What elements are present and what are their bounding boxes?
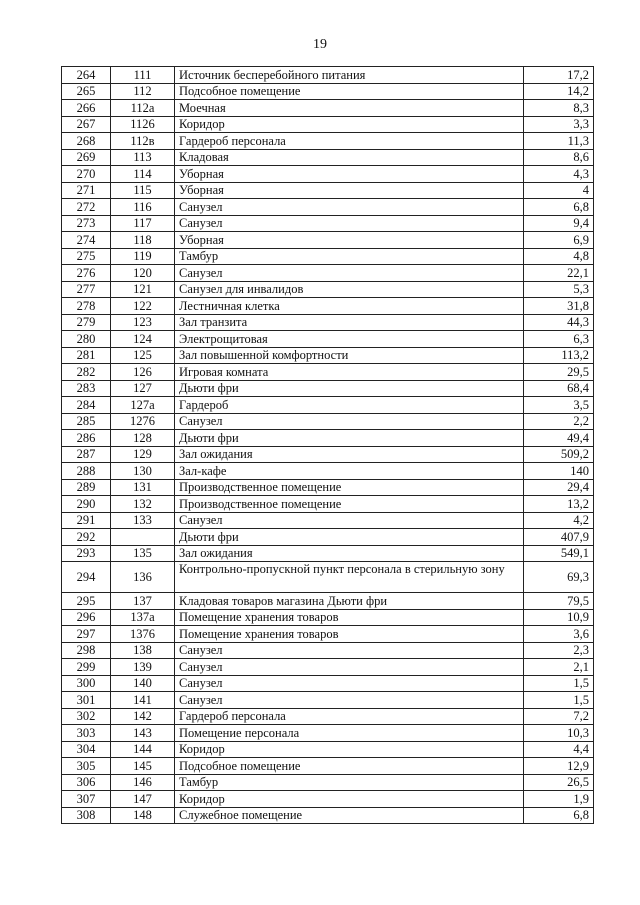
- room-name-cell: Гардероб персонала: [175, 133, 524, 150]
- table-row: [62, 562, 594, 593]
- table-row: [62, 182, 594, 199]
- room-number-cell: 137а: [111, 609, 175, 626]
- room-name-cell: Уборная: [175, 166, 524, 183]
- room-name-cell: Подсобное помещение: [175, 83, 524, 100]
- room-name-cell: Уборная: [175, 182, 524, 199]
- room-name-cell: Коридор: [175, 791, 524, 808]
- area-cell: 5,3: [524, 281, 594, 298]
- row-number-cell: 285: [62, 413, 111, 430]
- area-cell: 10,9: [524, 609, 594, 626]
- table-row: [62, 364, 594, 381]
- room-number-cell: 124: [111, 331, 175, 348]
- row-number-cell: 265: [62, 83, 111, 100]
- area-cell: 509,2: [524, 446, 594, 463]
- table-row: [62, 446, 594, 463]
- area-cell: 17,2: [524, 67, 594, 84]
- table-row: [62, 659, 594, 676]
- room-name-cell: Коридор: [175, 116, 524, 133]
- room-number-cell: 135: [111, 545, 175, 562]
- room-name-cell: Гардероб персонала: [175, 708, 524, 725]
- area-cell: 14,2: [524, 83, 594, 100]
- row-number-cell: 307: [62, 791, 111, 808]
- area-cell: 2,2: [524, 413, 594, 430]
- room-name-cell: Зал-кафе: [175, 463, 524, 480]
- room-number-cell: 138: [111, 642, 175, 659]
- room-number-cell: 111: [111, 67, 175, 84]
- area-cell: 7,2: [524, 708, 594, 725]
- row-number-cell: 290: [62, 496, 111, 513]
- room-number-cell: 114: [111, 166, 175, 183]
- table-row: [62, 642, 594, 659]
- table-row: [62, 741, 594, 758]
- table-row: [62, 609, 594, 626]
- row-number-cell: 304: [62, 741, 111, 758]
- row-number-cell: 278: [62, 298, 111, 315]
- table-row: [62, 281, 594, 298]
- table-row: [62, 397, 594, 414]
- area-cell: 6,8: [524, 199, 594, 216]
- room-name-cell: Контрольно-пропускной пункт персонала в стерильную зону: [175, 562, 524, 593]
- room-name-cell: Источник бесперебойного питания: [175, 67, 524, 84]
- area-cell: 140: [524, 463, 594, 480]
- room-name-cell: Кладовая товаров магазина Дьюти фри: [175, 593, 524, 610]
- room-number-cell: 128: [111, 430, 175, 447]
- room-number-cell: 113: [111, 149, 175, 166]
- row-number-cell: 286: [62, 430, 111, 447]
- room-number-cell: 120: [111, 265, 175, 282]
- room-name-cell: Коридор: [175, 741, 524, 758]
- room-number-cell: 148: [111, 807, 175, 824]
- room-number-cell: 112в: [111, 133, 175, 150]
- table-row: [62, 116, 594, 133]
- area-cell: 3,6: [524, 626, 594, 643]
- area-cell: 8,3: [524, 100, 594, 117]
- table-row: [62, 83, 594, 100]
- area-cell: 26,5: [524, 774, 594, 791]
- room-name-cell: Помещение персонала: [175, 725, 524, 742]
- row-number-cell: 293: [62, 545, 111, 562]
- area-cell: 79,5: [524, 593, 594, 610]
- row-number-cell: 287: [62, 446, 111, 463]
- room-name-cell: Лестничная клетка: [175, 298, 524, 315]
- table-row: [62, 248, 594, 265]
- row-number-cell: 305: [62, 758, 111, 775]
- room-name-cell: Подсобное помещение: [175, 758, 524, 775]
- room-name-cell: Тамбур: [175, 774, 524, 791]
- area-cell: 22,1: [524, 265, 594, 282]
- room-number-cell: 127а: [111, 397, 175, 414]
- table-row: [62, 708, 594, 725]
- room-number-cell: 115: [111, 182, 175, 199]
- room-name-cell: Санузел: [175, 265, 524, 282]
- table-row: [62, 626, 594, 643]
- table-row: [62, 413, 594, 430]
- room-name-cell: Санузел: [175, 413, 524, 430]
- table-row: [62, 67, 594, 84]
- rooms-table-body: [62, 67, 594, 824]
- table-row: [62, 380, 594, 397]
- room-number-cell: 147: [111, 791, 175, 808]
- area-cell: 6,8: [524, 807, 594, 824]
- room-number-cell: 125: [111, 347, 175, 364]
- room-number-cell: 126: [111, 364, 175, 381]
- area-cell: 68,4: [524, 380, 594, 397]
- table-row: [62, 149, 594, 166]
- row-number-cell: 289: [62, 479, 111, 496]
- row-number-cell: 284: [62, 397, 111, 414]
- area-cell: 10,3: [524, 725, 594, 742]
- room-number-cell: 129: [111, 446, 175, 463]
- row-number-cell: 273: [62, 215, 111, 232]
- area-cell: 549,1: [524, 545, 594, 562]
- room-name-cell: Дьюти фри: [175, 380, 524, 397]
- room-number-cell: 142: [111, 708, 175, 725]
- room-number-cell: 131: [111, 479, 175, 496]
- row-number-cell: 308: [62, 807, 111, 824]
- room-number-cell: [111, 529, 175, 546]
- table-row: [62, 265, 594, 282]
- room-name-cell: Санузел для инвалидов: [175, 281, 524, 298]
- room-name-cell: Дьюти фри: [175, 529, 524, 546]
- room-name-cell: Кладовая: [175, 149, 524, 166]
- room-number-cell: 143: [111, 725, 175, 742]
- table-row: [62, 298, 594, 315]
- table-row: [62, 529, 594, 546]
- page-number: 19: [313, 37, 327, 52]
- area-cell: 3,3: [524, 116, 594, 133]
- area-cell: 407,9: [524, 529, 594, 546]
- row-number-cell: 294: [62, 562, 111, 593]
- table-row: [62, 725, 594, 742]
- row-number-cell: 297: [62, 626, 111, 643]
- table-row: [62, 232, 594, 249]
- row-number-cell: 277: [62, 281, 111, 298]
- table-row: [62, 807, 594, 824]
- area-cell: 4,4: [524, 741, 594, 758]
- table-row: [62, 463, 594, 480]
- table-row: [62, 331, 594, 348]
- room-number-cell: 1276: [111, 413, 175, 430]
- room-name-cell: Гардероб: [175, 397, 524, 414]
- room-name-cell: Санузел: [175, 642, 524, 659]
- area-cell: 6,9: [524, 232, 594, 249]
- area-cell: 9,4: [524, 215, 594, 232]
- row-number-cell: 269: [62, 149, 111, 166]
- area-cell: 13,2: [524, 496, 594, 513]
- room-number-cell: 121: [111, 281, 175, 298]
- row-number-cell: 301: [62, 692, 111, 709]
- table-row: [62, 199, 594, 216]
- room-number-cell: 1126: [111, 116, 175, 133]
- room-number-cell: 117: [111, 215, 175, 232]
- room-name-cell: Служебное помещение: [175, 807, 524, 824]
- table-row: [62, 479, 594, 496]
- row-number-cell: 306: [62, 774, 111, 791]
- room-number-cell: 145: [111, 758, 175, 775]
- table-row: [62, 675, 594, 692]
- row-number-cell: 275: [62, 248, 111, 265]
- table-row: [62, 774, 594, 791]
- area-cell: 11,3: [524, 133, 594, 150]
- room-name-cell: Производственное помещение: [175, 479, 524, 496]
- room-name-cell: Санузел: [175, 215, 524, 232]
- row-number-cell: 276: [62, 265, 111, 282]
- room-name-cell: Производственное помещение: [175, 496, 524, 513]
- area-cell: 8,6: [524, 149, 594, 166]
- row-number-cell: 295: [62, 593, 111, 610]
- table-row: [62, 215, 594, 232]
- room-name-cell: Санузел: [175, 675, 524, 692]
- area-cell: 12,9: [524, 758, 594, 775]
- room-name-cell: Санузел: [175, 199, 524, 216]
- row-number-cell: 282: [62, 364, 111, 381]
- room-name-cell: Игровая комната: [175, 364, 524, 381]
- table-row: [62, 512, 594, 529]
- area-cell: 2,1: [524, 659, 594, 676]
- row-number-cell: 266: [62, 100, 111, 117]
- row-number-cell: 298: [62, 642, 111, 659]
- room-number-cell: 132: [111, 496, 175, 513]
- table-row: [62, 430, 594, 447]
- area-cell: 1,5: [524, 675, 594, 692]
- room-name-cell: Электрощитовая: [175, 331, 524, 348]
- area-cell: 1,5: [524, 692, 594, 709]
- table-row: [62, 100, 594, 117]
- area-cell: 1,9: [524, 791, 594, 808]
- row-number-cell: 302: [62, 708, 111, 725]
- table-row: [62, 545, 594, 562]
- area-cell: 4,8: [524, 248, 594, 265]
- table-row: [62, 347, 594, 364]
- row-number-cell: 303: [62, 725, 111, 742]
- room-number-cell: 137: [111, 593, 175, 610]
- room-name-cell: Уборная: [175, 232, 524, 249]
- row-number-cell: 271: [62, 182, 111, 199]
- table-row: [62, 593, 594, 610]
- room-number-cell: 123: [111, 314, 175, 331]
- room-number-cell: 119: [111, 248, 175, 265]
- room-number-cell: 1376: [111, 626, 175, 643]
- room-number-cell: 127: [111, 380, 175, 397]
- room-number-cell: 133: [111, 512, 175, 529]
- table-row: [62, 692, 594, 709]
- row-number-cell: 292: [62, 529, 111, 546]
- room-name-cell: Зал транзита: [175, 314, 524, 331]
- row-number-cell: 300: [62, 675, 111, 692]
- area-cell: 29,4: [524, 479, 594, 496]
- room-name-cell: Санузел: [175, 512, 524, 529]
- table-row: [62, 166, 594, 183]
- room-number-cell: 116: [111, 199, 175, 216]
- room-name-cell: Зал ожидания: [175, 545, 524, 562]
- area-cell: 49,4: [524, 430, 594, 447]
- row-number-cell: 296: [62, 609, 111, 626]
- room-name-cell: Тамбур: [175, 248, 524, 265]
- row-number-cell: 281: [62, 347, 111, 364]
- row-number-cell: 270: [62, 166, 111, 183]
- row-number-cell: 274: [62, 232, 111, 249]
- area-cell: 44,3: [524, 314, 594, 331]
- row-number-cell: 272: [62, 199, 111, 216]
- room-name-cell: Дьюти фри: [175, 430, 524, 447]
- row-number-cell: 288: [62, 463, 111, 480]
- room-name-cell: Помещение хранения товаров: [175, 609, 524, 626]
- room-number-cell: 112: [111, 83, 175, 100]
- row-number-cell: 299: [62, 659, 111, 676]
- room-number-cell: 136: [111, 562, 175, 593]
- room-number-cell: 141: [111, 692, 175, 709]
- row-number-cell: 280: [62, 331, 111, 348]
- table-row: [62, 133, 594, 150]
- room-name-cell: Зал ожидания: [175, 446, 524, 463]
- room-name-cell: Санузел: [175, 659, 524, 676]
- area-cell: 2,3: [524, 642, 594, 659]
- row-number-cell: 267: [62, 116, 111, 133]
- room-name-cell: Санузел: [175, 692, 524, 709]
- area-cell: 6,3: [524, 331, 594, 348]
- table-row: [62, 758, 594, 775]
- row-number-cell: 279: [62, 314, 111, 331]
- room-number-cell: 118: [111, 232, 175, 249]
- table-row: [62, 791, 594, 808]
- area-cell: 4,2: [524, 512, 594, 529]
- row-number-cell: 264: [62, 67, 111, 84]
- area-cell: 113,2: [524, 347, 594, 364]
- row-number-cell: 268: [62, 133, 111, 150]
- area-cell: 31,8: [524, 298, 594, 315]
- room-number-cell: 139: [111, 659, 175, 676]
- area-cell: 4,3: [524, 166, 594, 183]
- room-number-cell: 112а: [111, 100, 175, 117]
- area-cell: 4: [524, 182, 594, 199]
- room-number-cell: 140: [111, 675, 175, 692]
- row-number-cell: 291: [62, 512, 111, 529]
- room-number-cell: 122: [111, 298, 175, 315]
- area-cell: 69,3: [524, 562, 594, 593]
- rooms-table: [61, 66, 594, 824]
- room-name-cell: Зал повышенной комфортности: [175, 347, 524, 364]
- room-number-cell: 130: [111, 463, 175, 480]
- area-cell: 29,5: [524, 364, 594, 381]
- table-row: [62, 314, 594, 331]
- room-name-cell: Моечная: [175, 100, 524, 117]
- room-number-cell: 146: [111, 774, 175, 791]
- table-row: [62, 496, 594, 513]
- room-number-cell: 144: [111, 741, 175, 758]
- area-cell: 3,5: [524, 397, 594, 414]
- room-name-cell: Помещение хранения товаров: [175, 626, 524, 643]
- row-number-cell: 283: [62, 380, 111, 397]
